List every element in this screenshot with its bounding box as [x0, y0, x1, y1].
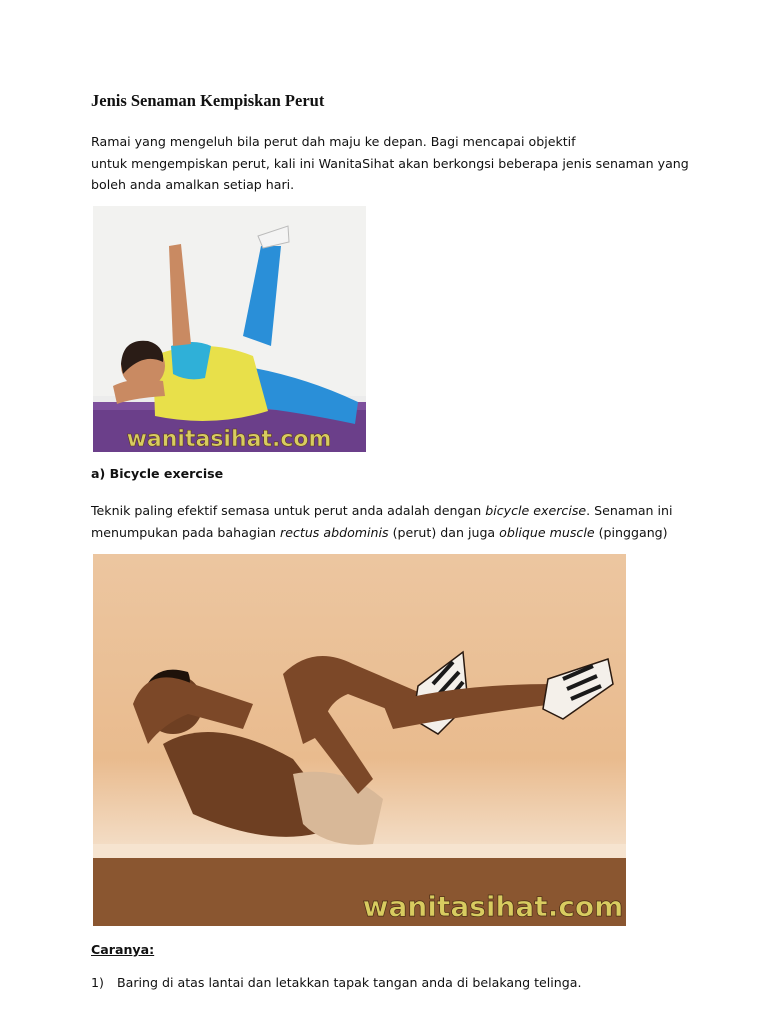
step-item	[91, 975, 581, 990]
desc-line-1	[91, 500, 681, 522]
desc-text: (perut) dan juga	[388, 524, 500, 540]
step-text: Baring di atas lantai dan letakkan tapak tangan anda di belakang telinga.	[117, 975, 582, 990]
intro-paragraph	[91, 131, 689, 196]
step-number: 1)	[91, 975, 104, 990]
watermark-1: wanitasihat.com	[126, 427, 332, 452]
watermark-2: wanitasihat.com	[362, 890, 624, 923]
desc-text: . Senaman ini	[586, 503, 673, 518]
section-heading-bicycle: a) Bicycle exercise	[91, 466, 224, 481]
desc-emphasis: oblique muscle	[499, 524, 595, 540]
woman-exercise-illustration	[93, 206, 366, 452]
bicycle-description	[91, 500, 681, 543]
intro-line: boleh anda amalkan setiap hari.	[91, 177, 295, 192]
man-bicycle-crunch-photo	[93, 554, 626, 926]
intro-line: untuk mengempiskan perut, kali ini WanitaSihat akan berkongsi beberapa jenis senaman yang	[91, 155, 689, 171]
woman-exercise-photo	[93, 206, 366, 452]
intro-line: Ramai yang mengeluh bila perut dah maju ke depan. Bagi mencapai objektif	[91, 134, 576, 149]
desc-line-2	[91, 522, 681, 544]
desc-text: Teknik paling efektif semasa untuk perut anda adalah dengan	[91, 503, 486, 518]
caranya-heading: Caranya:	[91, 942, 155, 957]
desc-text: menumpukan pada bahagian	[91, 524, 281, 540]
desc-text: (pinggang)	[594, 524, 668, 540]
document-title: Jenis Senaman Kempiskan Perut	[91, 91, 325, 110]
man-bicycle-crunch-illustration	[93, 554, 626, 926]
desc-emphasis: bicycle exercise	[485, 503, 587, 518]
desc-emphasis: rectus abdominis	[280, 524, 389, 540]
